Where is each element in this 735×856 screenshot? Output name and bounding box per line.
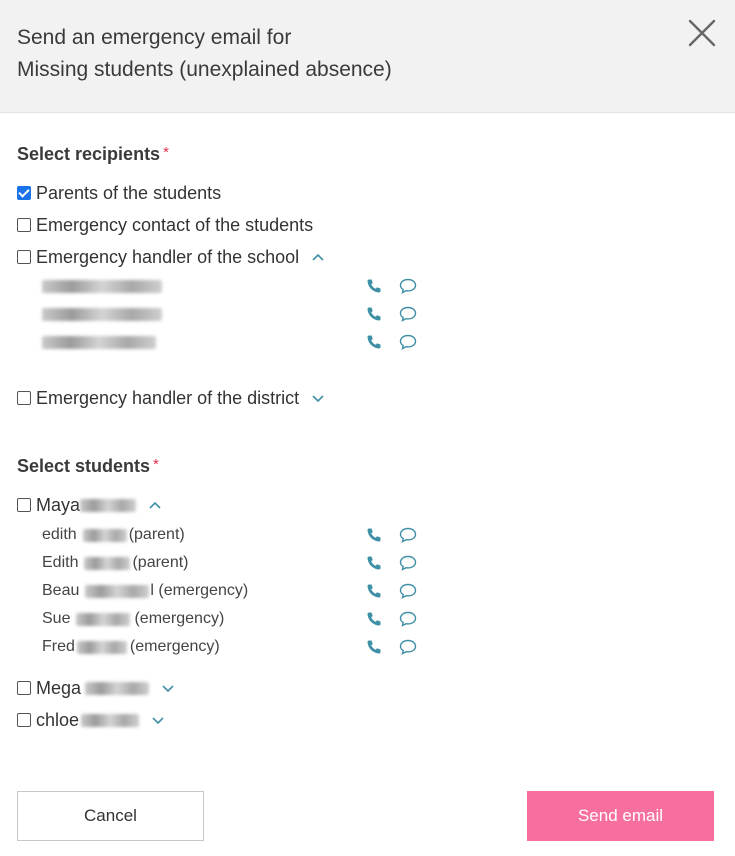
contact-role: (emergency)	[134, 610, 225, 627]
student-item-maya[interactable]	[17, 493, 162, 517]
contact-row	[42, 552, 189, 574]
recipient-option-school-handler[interactable]	[17, 245, 325, 269]
message-icon[interactable]	[399, 583, 417, 599]
emergency-contact-checkbox[interactable]	[17, 218, 31, 232]
student-checkbox[interactable]	[17, 681, 31, 695]
contact-first-name: Edith	[42, 554, 79, 571]
phone-icon[interactable]	[366, 611, 382, 627]
students-section-title	[17, 456, 159, 477]
student-checkbox[interactable]	[17, 713, 31, 727]
obscured-name	[42, 336, 156, 349]
obscured-surname	[77, 641, 127, 654]
school-handler-contact	[42, 275, 162, 297]
district-handler-checkbox[interactable]	[17, 391, 31, 405]
recipient-option-label: Parents of the students	[36, 182, 222, 203]
chevron-down-icon[interactable]	[151, 713, 165, 727]
send-email-button[interactable]: Send email	[527, 791, 714, 841]
phone-icon[interactable]	[366, 555, 382, 571]
message-icon[interactable]	[399, 334, 417, 350]
recipient-option-label: Emergency contact of the students	[36, 214, 314, 235]
recipient-option-district-handler[interactable]	[17, 386, 325, 410]
contact-role: (emergency)	[129, 638, 220, 655]
obscured-surname	[76, 613, 130, 626]
contact-first-name: Fred	[42, 638, 75, 655]
contact-row	[42, 524, 185, 546]
student-name: chloe	[36, 709, 80, 730]
phone-icon[interactable]	[366, 306, 382, 322]
message-icon[interactable]	[399, 611, 417, 627]
dialog-title	[17, 22, 392, 86]
phone-icon[interactable]	[366, 583, 382, 599]
contact-row	[42, 608, 224, 630]
students-title-text: Select students	[17, 456, 151, 476]
obscured-surname	[83, 529, 127, 542]
recipient-option-parents[interactable]	[17, 181, 221, 205]
obscured-surname	[85, 585, 149, 598]
dialog-header	[0, 0, 735, 113]
contact-role: l (emergency)	[150, 582, 249, 599]
recipients-title-text: Select recipients	[17, 144, 161, 164]
student-name: Mega	[36, 677, 82, 698]
contact-role: (parent)	[132, 554, 189, 571]
obscured-name	[42, 308, 162, 321]
recipient-option-label: Emergency handler of the school	[36, 246, 300, 267]
required-mark: *	[163, 144, 169, 161]
dialog-title-line1: Send an emergency email for	[17, 26, 292, 49]
obscured-surname	[85, 682, 149, 695]
phone-icon[interactable]	[366, 278, 382, 294]
chevron-up-icon[interactable]	[148, 498, 162, 512]
student-item-chloe[interactable]	[17, 708, 165, 732]
close-icon[interactable]	[686, 17, 718, 49]
message-icon[interactable]	[399, 639, 417, 655]
parents-checkbox[interactable]	[17, 186, 31, 200]
obscured-surname	[84, 557, 130, 570]
school-handler-contact	[42, 303, 162, 325]
school-handler-contact	[42, 331, 156, 353]
contact-role: (parent)	[128, 526, 185, 543]
message-icon[interactable]	[399, 278, 417, 294]
phone-icon[interactable]	[366, 639, 382, 655]
student-item-mega[interactable]	[17, 676, 175, 700]
student-checkbox[interactable]	[17, 498, 31, 512]
obscured-name	[42, 280, 162, 293]
contact-first-name: Beau	[42, 582, 80, 599]
contact-row	[42, 580, 248, 602]
required-mark: *	[153, 456, 159, 473]
recipient-option-label: Emergency handler of the district	[36, 387, 300, 408]
contact-row	[42, 636, 220, 658]
dialog-title-line2: Missing students (unexplained absence)	[17, 58, 392, 81]
recipients-section-title	[17, 144, 169, 165]
message-icon[interactable]	[399, 306, 417, 322]
obscured-surname	[81, 714, 139, 727]
chevron-up-icon[interactable]	[311, 250, 325, 264]
chevron-down-icon[interactable]	[161, 681, 175, 695]
phone-icon[interactable]	[366, 527, 382, 543]
student-name: Maya	[36, 494, 81, 515]
message-icon[interactable]	[399, 527, 417, 543]
contact-first-name: edith	[42, 526, 77, 543]
contact-first-name: Sue	[42, 610, 71, 627]
obscured-surname	[80, 499, 136, 512]
cancel-button[interactable]: Cancel	[17, 791, 204, 841]
chevron-down-icon[interactable]	[311, 391, 325, 405]
school-handler-checkbox[interactable]	[17, 250, 31, 264]
recipient-option-emergency-contact[interactable]	[17, 213, 313, 237]
phone-icon[interactable]	[366, 334, 382, 350]
message-icon[interactable]	[399, 555, 417, 571]
